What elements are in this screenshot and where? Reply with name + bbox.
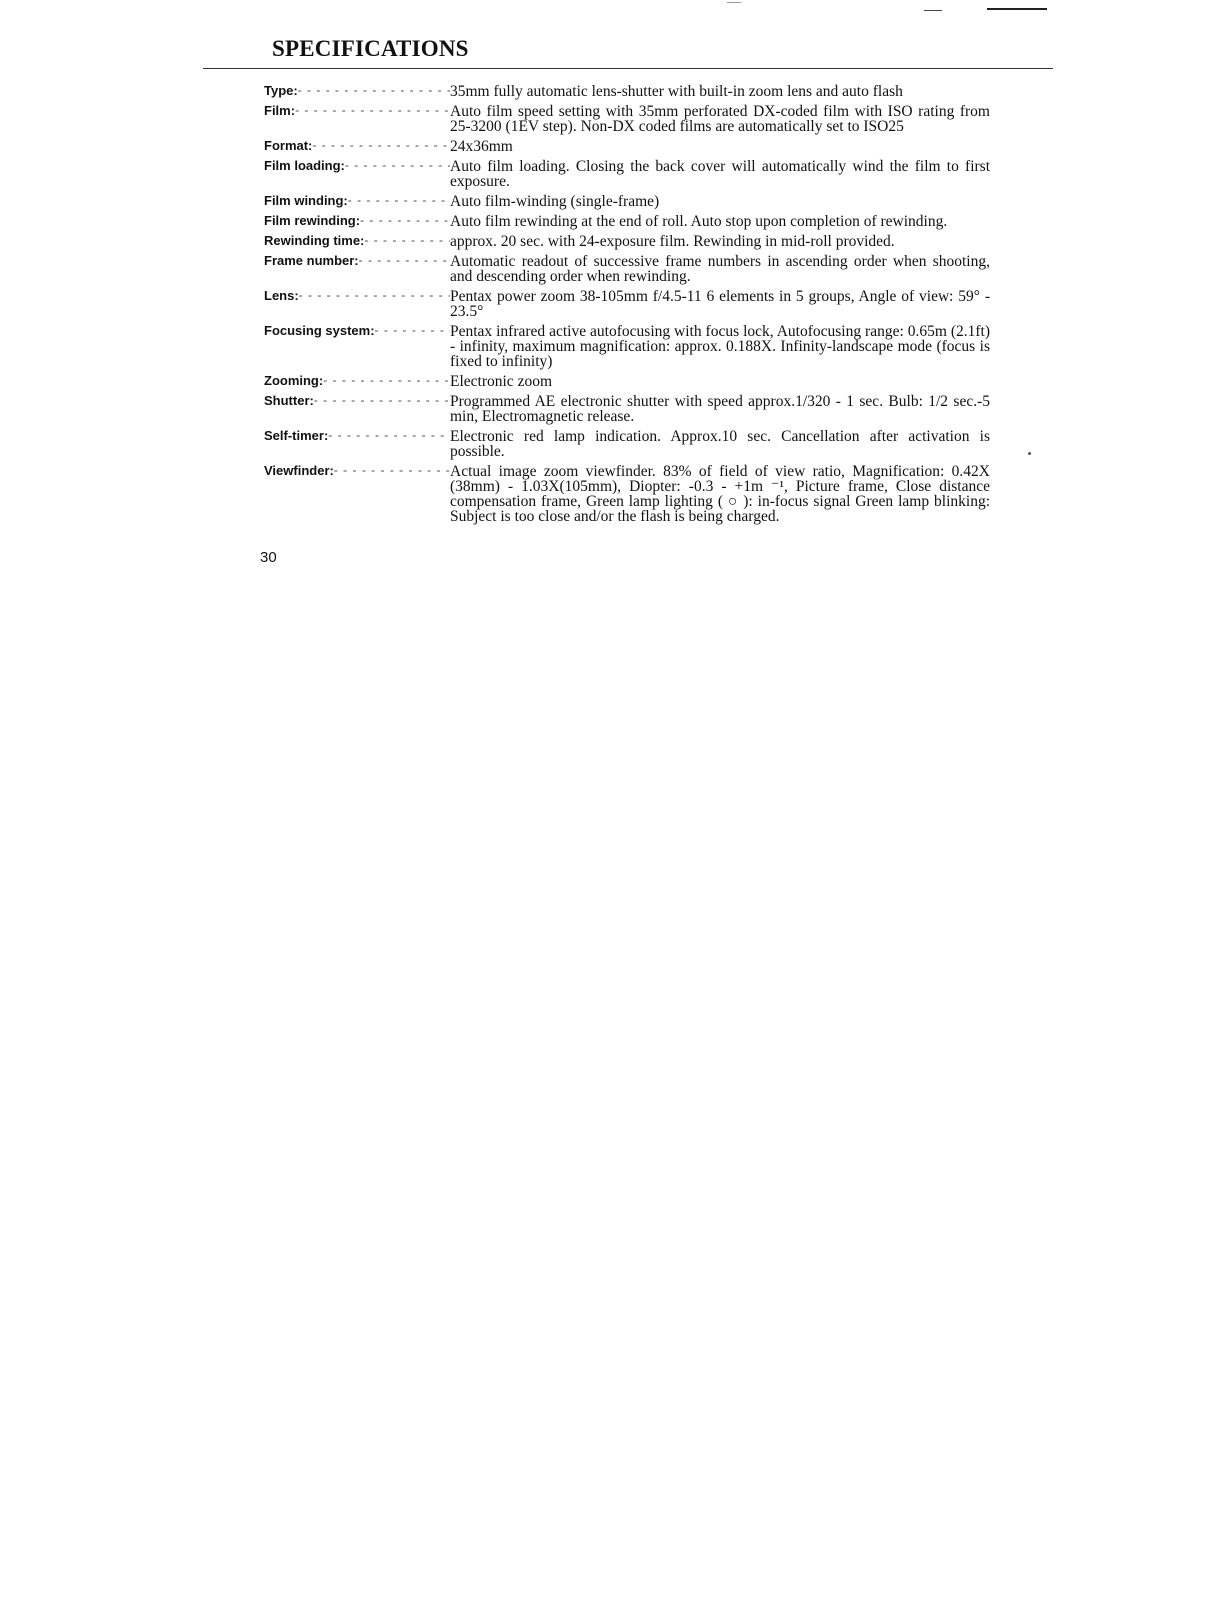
scan-mark <box>924 10 942 11</box>
dotted-leader <box>312 137 450 154</box>
scan-mark <box>1028 452 1031 455</box>
dotted-leader <box>359 252 450 269</box>
spec-label: Film loading: <box>264 158 345 173</box>
spec-value: Programmed AE electronic shutter with speed approx.1/320 - 1 sec. Bulb: 1/2 sec.-5 min, Electromagnetic release. <box>450 393 990 425</box>
spec-label: Viewfinder: <box>264 463 334 478</box>
page-number: 30 <box>260 549 277 566</box>
spec-value: 35mm fully automatic lens-shutter with built-in zoom lens and auto flash <box>450 83 903 100</box>
scan-mark <box>727 2 741 3</box>
spec-value: Pentax infrared active autofocusing with focus lock, Autofocusing range: 0.65m (2.1ft) - infinity, maximum magnification: approx. 0.188X. Infinity-landscape mode (focus is fixed to infinity) <box>450 323 990 370</box>
spec-row-self-timer <box>264 427 990 459</box>
header-rule-right <box>987 8 1047 10</box>
spec-value: Electronic red lamp indication. Approx.10 sec. Cancellation after activation is possible. <box>450 428 990 460</box>
spec-row-focusing-system <box>264 322 990 369</box>
spec-label: Rewinding time: <box>264 233 365 248</box>
dotted-leader <box>334 462 450 479</box>
spec-label: Focusing system: <box>264 323 375 338</box>
spec-value: approx. 20 sec. with 24-exposure film. Rewinding in mid-roll provided. <box>450 233 895 250</box>
spec-label: Type: <box>264 83 298 98</box>
dotted-leader <box>360 212 450 229</box>
spec-label: Film: <box>264 103 296 118</box>
spec-label: Self-timer: <box>264 428 329 443</box>
spec-value: 24x36mm <box>450 138 513 155</box>
spec-value: Auto film loading. Closing the back cover will automatically wind the film to first exposure. <box>450 158 990 190</box>
spec-row-type <box>264 82 990 99</box>
spec-label: Film rewinding: <box>264 213 361 228</box>
spec-label: Frame number: <box>264 253 359 268</box>
spec-label: Zooming: <box>264 373 324 388</box>
dotted-leader <box>364 232 450 249</box>
dotted-leader <box>298 82 450 99</box>
dotted-leader <box>375 322 450 339</box>
spec-row-film-winding <box>264 192 990 209</box>
dotted-leader <box>295 102 450 119</box>
spec-value: Auto film-winding (single-frame) <box>450 193 660 210</box>
spec-value: Actual image zoom viewfinder. 83% of field of view ratio, Magnification: 0.42X (38mm) - 1.03X(105mm), Diopter: -0.3 - +1m ⁻¹, Picture frame, Close distance compensation frame, Green lamp lighting ( ○ ): in-focus signal Green lamp blinking: Subject is too close and/or the flash is being charged. <box>450 463 990 525</box>
dotted-leader <box>299 287 450 304</box>
spec-row-lens <box>264 287 990 319</box>
spec-label: Shutter: <box>264 393 314 408</box>
spec-label: Format: <box>264 138 313 153</box>
spec-row-frame-number <box>264 252 990 284</box>
spec-row-viewfinder <box>264 462 990 524</box>
specifications-list <box>264 82 990 524</box>
spec-row-film <box>264 102 990 134</box>
spec-value: Pentax power zoom 38-105mm f/4.5-11 6 elements in 5 groups, Angle of view: 59° - 23.5° <box>450 288 990 320</box>
spec-row-shutter <box>264 392 990 424</box>
dotted-leader <box>345 157 450 174</box>
spec-label: Film winding: <box>264 193 348 208</box>
dotted-leader <box>328 427 450 444</box>
spec-row-rewinding-time <box>264 232 990 249</box>
spec-row-format <box>264 137 990 154</box>
spec-row-film-loading <box>264 157 990 189</box>
spec-value: Auto film speed setting with 35mm perforated DX-coded film with ISO rating from 25-3200 (1EV step). Non-DX coded films are automatically set to ISO25 <box>450 103 990 135</box>
spec-value: Automatic readout of successive frame numbers in ascending order when shooting, and descending order when rewinding. <box>450 253 990 285</box>
dotted-leader <box>314 392 450 409</box>
spec-row-zooming <box>264 372 990 389</box>
dotted-leader <box>323 372 450 389</box>
spec-value: Electronic zoom <box>450 373 552 390</box>
spec-label: Lens: <box>264 288 299 303</box>
page-title: SPECIFICATIONS <box>272 36 469 61</box>
dotted-leader <box>348 192 450 209</box>
spec-value: Auto film rewinding at the end of roll. Auto stop upon completion of rewinding. <box>450 213 948 230</box>
title-rule <box>203 68 1053 69</box>
spec-row-film-rewinding <box>264 212 990 229</box>
